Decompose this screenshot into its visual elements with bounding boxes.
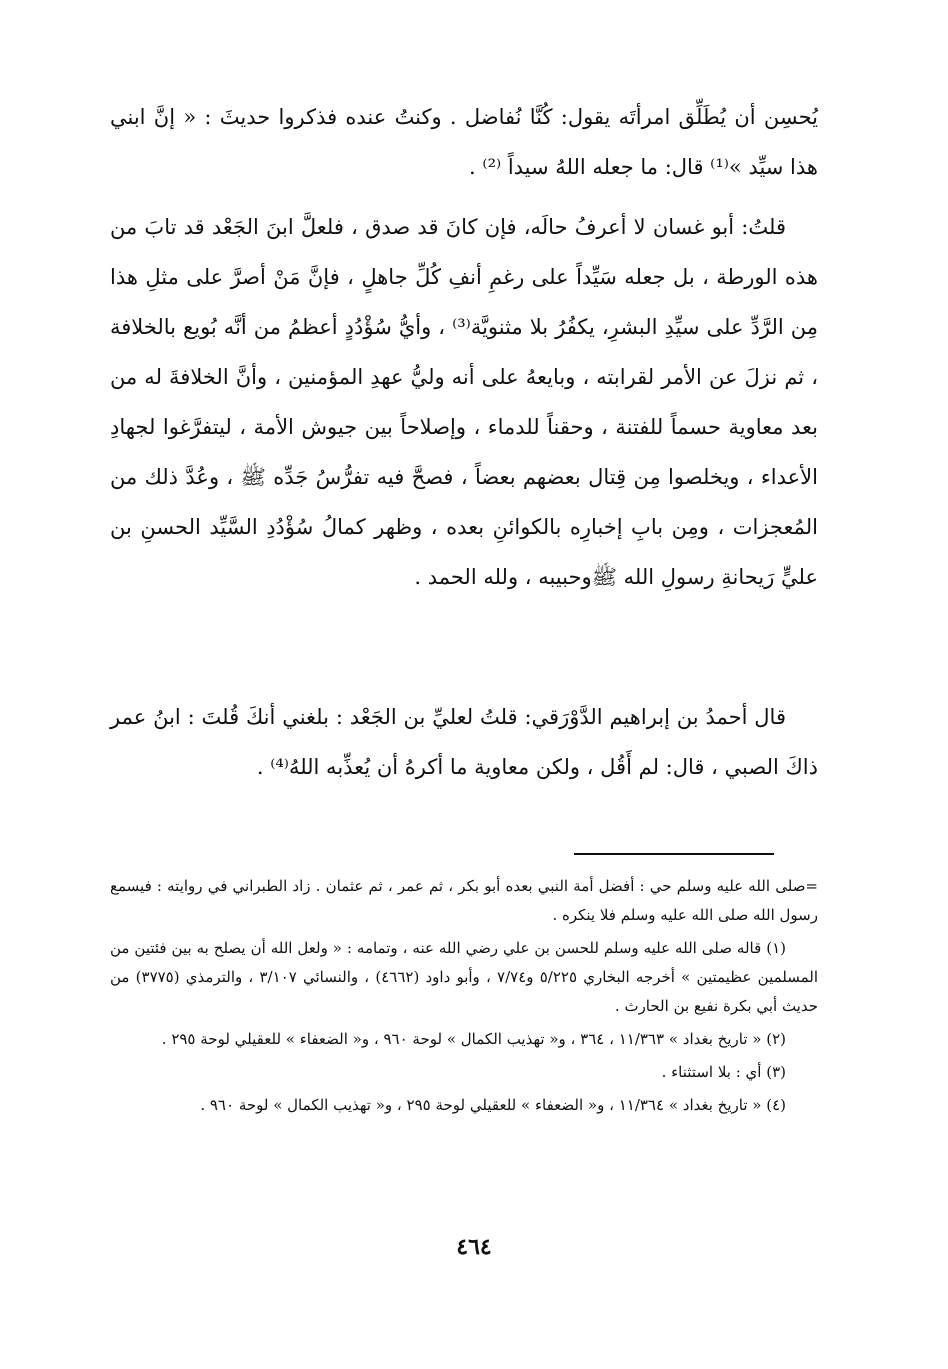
page-number: ٤٦٤ <box>456 1234 492 1260</box>
footnote-continuation: =صلى الله عليه وسلم حي : أفضل أمة النبي بعده أبو بكر ، ثم عمر ، ثم عثمان . زاد الطبراني في روايته : فيسمع رسول الله صلى الله عليه وسلم فلا ينكره . <box>110 877 818 924</box>
footnote-1: (١) قاله صلى الله عليه وسلم للحسن بن علي رضي الله عنه ، وتمامه : « ولعل الله أن يصلح به بين فئتين من المسلمين عظيمتين » أخرجه البخاري ٥/٢٢٥ و٧/٧٤ ، وأبو داود (٤٦٦٢) ، والنسائي ٣/١٠٧ ، والترمذي (٣٧٧٥) من حديث أبي بكرة نفيع بن الحارث . <box>110 939 819 1015</box>
footnote-2: (٢) « تاريخ بغداد » ١١/٣٦٣ ، ٣٦٤ ، و« تهذيب الكمال » لوحة ٩٦٠ ، و« الضعفاء » للعقيلي لوحة ٢٩٥ . <box>161 1030 786 1048</box>
body-paragraph-2: قلتُ: أبو غسان لا أعرفُ حالَه، فإن كانَ قد صدق ، فلعلَّ ابنَ الجَعْد قد تابَ من هذه الورطة ، بل جعله سَيِّداً على رغمِ أنفِ كُلِّ جاهلٍ ، فإنَّ مَنْ أصرَّ على مثلِ هذا مِن الرَّدِّ على سيِّدِ البشرِ، يكفُرُ بلا مثنويَّة⁽³⁾ ، وأيُّ سُؤْدُدٍ أعظمُ من أنَّه بُويع بالخلافة ، ثم نزلَ عن الأمر لقرابته ، وبايعهُ على أنه وليُّ عهدِ المؤمنين ، وأنَّ الخلافةَ له من بعد معاوية حسماً للفتنة ، وحقناً للدماء ، وإصلاحاً بين جيوش الأمة ، ليتفرَّغوا لجهادِ الأعداء ، ويخلصوا مِن قِتال بعضهم بعضاً ، فصحَّ فيه تفرُّسُ جَدِّه ﷺ ، وعُدَّ ذلك من المُعجزات ، ومِن بابِ إخبارِه بالكوائنِ بعده ، وظهر كمالُ سُؤْدُدِ السَّيِّد الحسنِ بن عليٍّ رَيحانةِ رسولِ الله ﷺوحبيبه ، ولله الحمد . <box>110 215 818 589</box>
footnotes-section <box>110 872 818 1124</box>
footnote-3: (٣) أي : بلا استثناء . <box>661 1063 786 1081</box>
body-paragraph-3: قال أحمدُ بن إبراهيم الدَّوْرَقي: قلتُ لعليِّ بن الجَعْد : بلغني أنكَ قُلتَ : ابنُ عمر ذاكَ الصبي ، قال: لم أَقُل ، ولكن معاوية ما أكرهُ أن يُعذِّبه اللهُ⁽⁴⁾ . <box>110 705 818 779</box>
body-paragraph-1: يُحسِن أن يُطَلِّق امرأتَه يقول: كُنَّا نُفاضل . وكنتُ عنده فذكروا حديثَ : « إنَّ ابني هذا سيِّد »⁽¹⁾ قال: ما جعله اللهُ سيداً ⁽²⁾ . <box>110 105 818 179</box>
footnote-4: (٤) « تاريخ بغداد » ١١/٣٦٤ ، و« الضعفاء » للعقيلي لوحة ٢٩٥ ، و« تهذيب الكمال » لوحة ٩٦٠ . <box>200 1096 786 1114</box>
footnote-separator <box>574 853 774 855</box>
